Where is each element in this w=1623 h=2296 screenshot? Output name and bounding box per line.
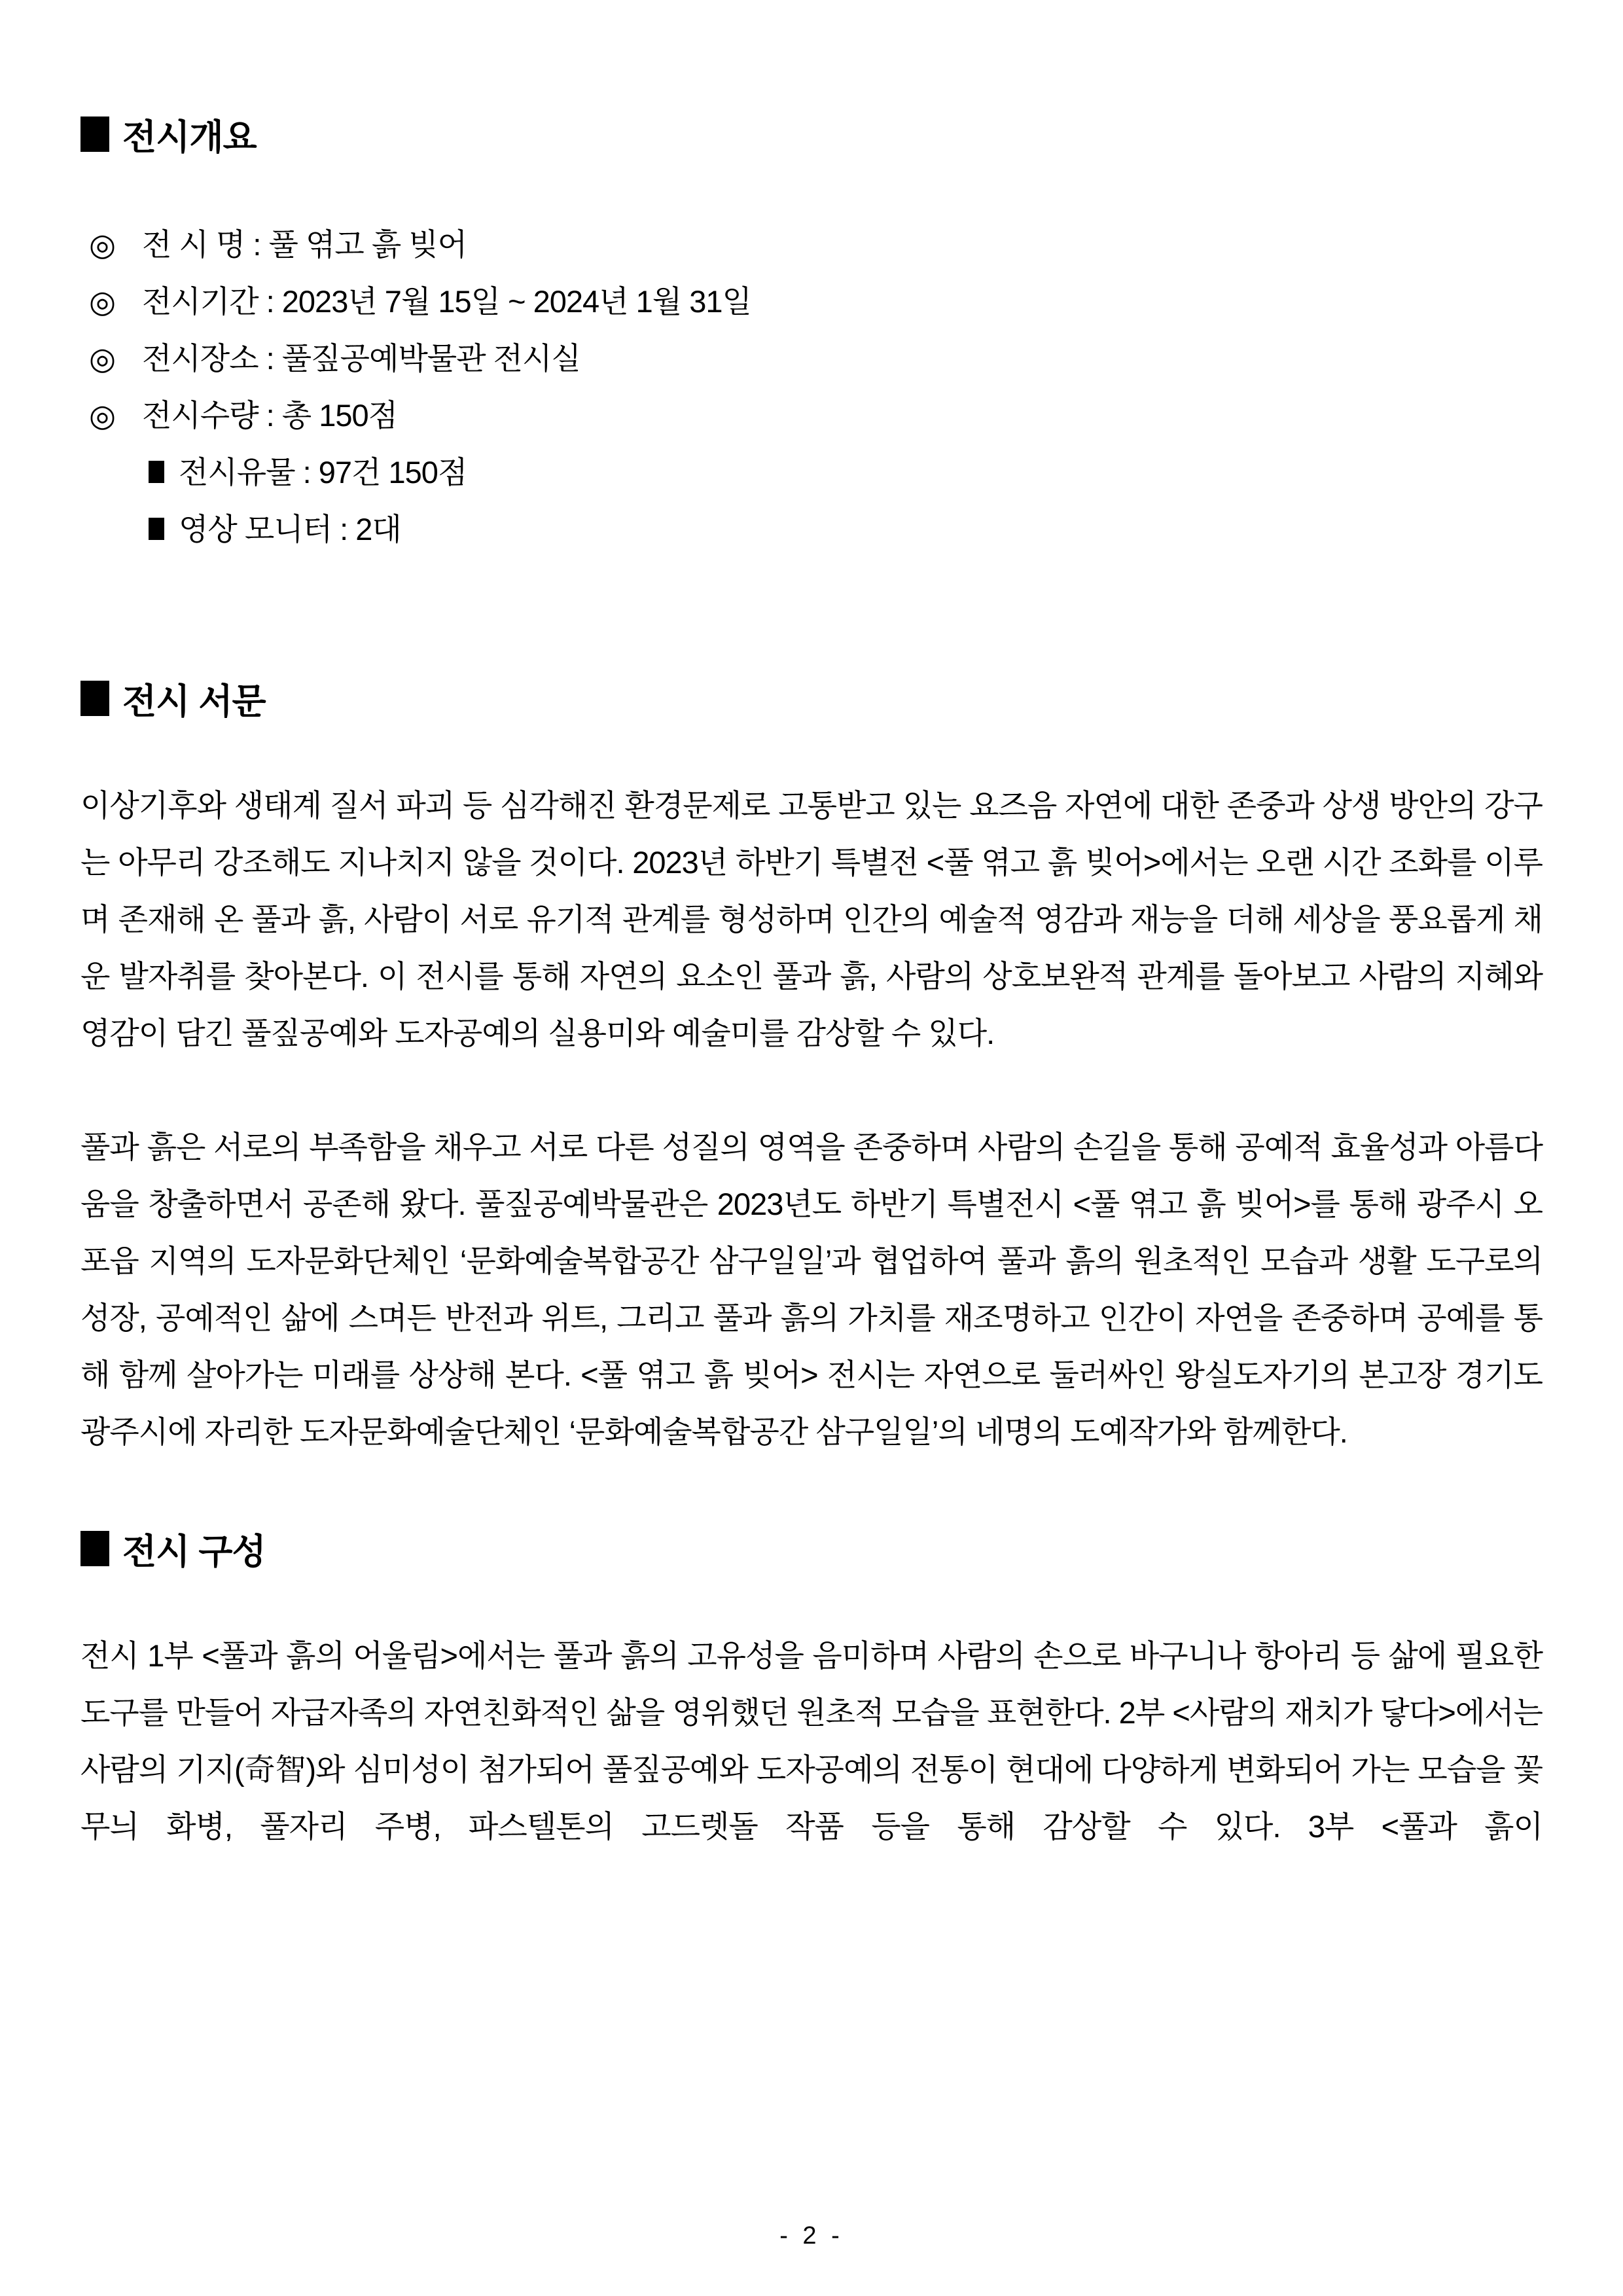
overview-list: [80, 216, 1543, 558]
section-marker-icon: [80, 681, 109, 716]
composition-heading-text: 전시 구성: [122, 1532, 266, 1571]
list-subitem: [80, 444, 1543, 501]
overview-item-quantity: 전시수량 : 총 150점: [142, 398, 398, 433]
overview-subitem-monitors: 영상 모니터 : 2대: [179, 512, 401, 547]
circle-bullet-icon: ◎: [89, 227, 116, 262]
composition-section-heading: [80, 1526, 1543, 1571]
overview-item-place: 전시장소 : 풀짚공예박물관 전시실: [142, 341, 580, 376]
overview-item-title: 전 시 명 : 풀 엮고 흙 빚어: [142, 227, 467, 262]
page-number: - 2 -: [779, 2222, 844, 2250]
list-item: [80, 330, 1543, 387]
section-marker-icon: [80, 117, 109, 152]
circle-bullet-icon: ◎: [89, 284, 116, 319]
list-item: [80, 387, 1543, 444]
overview-heading-text: 전시개요: [122, 117, 257, 157]
circle-bullet-icon: ◎: [89, 341, 116, 376]
preface-section-heading: [80, 675, 1543, 721]
overview-subitem-relics: 전시유물 : 97건 150점: [179, 455, 467, 490]
composition-paragraph-1: 전시 1부 <풀과 흙의 어울림>에서는 풀과 흙의 고유성을 음미하며 사람의 손으로 바구니나 항아리 등 삶에 필요한 도구를 만들어 자급자족의 자연친화적인 삶을 영위했던 원초적 모습을 표현한다. 2부 <사람의 재치가 닿다>에서는 사람의 기지(奇智)와 심미성이 첨가되어 풀짚공예와 도자공예의 전통이 현대에 다양하게 변화되어 가는 모습을 꽃무늬 화병, 풀자리 주병, 파스텔톤의 고드렛돌 작품 등을 통해 감상할 수 있다. 3부 <풀과 흙이: [80, 1638, 1543, 1844]
square-bullet-icon: [149, 461, 164, 483]
circle-bullet-icon: ◎: [89, 398, 116, 433]
preface-paragraph-2: 풀과 흙은 서로의 부족함을 채우고 서로 다른 성질의 영역을 존중하며 사람의 손길을 통해 공예적 효율성과 아름다움을 창출하면서 공존해 왔다. 풀짚공예박물관은 2023년도 하반기 특별전시 <풀 엮고 흙 빚어>를 통해 광주시 오포읍 지역의 도자문화단체인 ‘문화예술복합공간 삼구일일’과 협업하여 풀과 흙의 원초적인 모습과 생활 도구로의 성장, 공예적인 삶에 스며든 반전과 위트, 그리고 풀과 흙의 가치를 재조명하고 인간이 자연을 존중하며 공예를 통해 함께 살아가는 미래를 상상해 본다. <풀 엮고 흙 빚어> 전시는 자연으로 둘러싸인 왕실도자기의 본고장 경기도 광주시에 자리한 도자문화예술단체인 ‘문화예술복합공간 삼구일일’의 네명의 도예작가와 함께한다.: [80, 1130, 1543, 1449]
list-item: [80, 273, 1543, 330]
overview-section-heading: [80, 111, 1543, 157]
list-item: [80, 216, 1543, 273]
overview-item-period: 전시기간 : 2023년 7월 15일 ~ 2024년 1월 31일: [142, 284, 751, 319]
list-subitem: [80, 501, 1543, 558]
section-marker-icon: [80, 1531, 109, 1566]
square-bullet-icon: [149, 518, 164, 540]
preface-heading-text: 전시 서문: [122, 681, 266, 721]
preface-paragraph-1: 이상기후와 생태계 질서 파괴 등 심각해진 환경문제로 고통받고 있는 요즈음 자연에 대한 존중과 상생 방안의 강구는 아무리 강조해도 지나치지 않을 것이다. 2023년 하반기 특별전 <풀 엮고 흙 빚어>에서는 오랜 시간 조화를 이루며 존재해 온 풀과 흙, 사람이 서로 유기적 관계를 형성하며 인간의 예술적 영감과 재능을 더해 세상을 풍요롭게 채운 발자취를 찾아본다. 이 전시를 통해 자연의 요소인 풀과 흙, 사람의 상호보완적 관계를 돌아보고 사람의 지혜와 영감이 담긴 풀짚공예와 도자공예의 실용미와 예술미를 감상할 수 있다.: [80, 788, 1543, 1050]
